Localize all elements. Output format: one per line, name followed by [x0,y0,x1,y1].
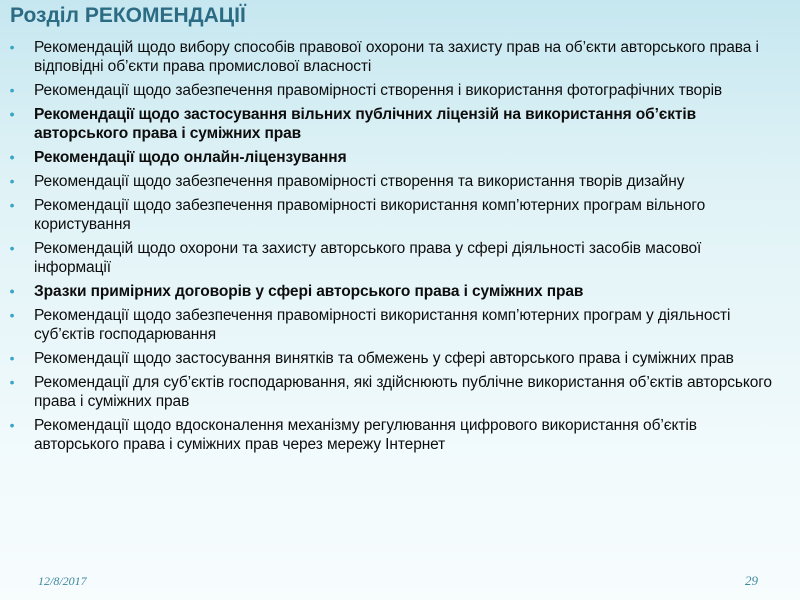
bullet-item [6,349,776,368]
bullet-item [6,416,776,454]
bullet-dot-icon: • [9,374,15,390]
bullet-item [6,196,776,234]
bullet-text: Рекомендації щодо забезпечення правомірності використання комп’ютерних програм вільного користування [34,197,706,233]
bullet-dot-icon: • [9,240,15,256]
bullet-text: Рекомендації щодо застосування винятків та обмежень у сфері авторського права і суміжних прав [34,350,734,367]
slide-title: Розділ РЕКОМЕНДАЦІЇ [10,4,246,27]
bullet-text: Рекомендації для суб’єктів господарювання, які здійснюють публічне використання об’єктів авторського права і суміжних прав [34,374,772,410]
bullet-dot-icon: • [9,307,15,323]
bullet-item [6,282,776,301]
bullet-dot-icon: • [9,350,15,366]
bullet-text: Рекомендації щодо забезпечення правомірності створення та використання творів дизайну [34,173,685,190]
bullet-text: Рекомендації щодо вдосконалення механізму регулювання цифрового використання об’єктів авторського права і суміжних прав через мережу Інтернет [34,417,697,453]
bullet-item [6,148,776,167]
bullet-text: Рекомендації щодо забезпечення правомірності створення і використання фотографічних творів [34,82,723,99]
bullet-text: Рекомендацій щодо вибору способів правової охорони та захисту прав на об’єкти авторського права і відповідні об’єкти права промислової власності [34,39,759,75]
bullet-dot-icon: • [9,417,15,433]
bullet-item [6,81,776,100]
bullet-dot-icon: • [9,82,15,98]
page-number: 29 [745,573,758,588]
bullet-text: Рекомендації щодо забезпечення правомірності використання комп’ютерних програм у діяльності суб’єктів господарювання [34,307,731,343]
bullet-dot-icon: • [9,283,15,299]
bullet-dot-icon: • [9,39,15,55]
bullet-text: Рекомендації щодо застосування вільних публічних ліцензій на використання об’єктів авторського права і суміжних прав [34,106,697,142]
bullet-item [6,38,776,76]
bullet-item [6,373,776,411]
bullet-list [6,38,776,459]
bullet-dot-icon: • [9,149,15,165]
footer-date: 12/8/2017 [38,574,87,588]
bullet-item [6,306,776,344]
bullet-item [6,172,776,191]
bullet-text: Рекомендації щодо онлайн-ліцензування [34,149,347,166]
bullet-dot-icon: • [9,173,15,189]
bullet-dot-icon: • [9,106,15,122]
bullet-item [6,105,776,143]
bullet-text: Рекомендацій щодо охорони та захисту авторського права у сфері діяльності засобів масової інформації [34,240,702,276]
bullet-item [6,239,776,277]
bullet-dot-icon: • [9,197,15,213]
bullet-text: Зразки примірних договорів у сфері авторського права і суміжних прав [34,283,584,300]
